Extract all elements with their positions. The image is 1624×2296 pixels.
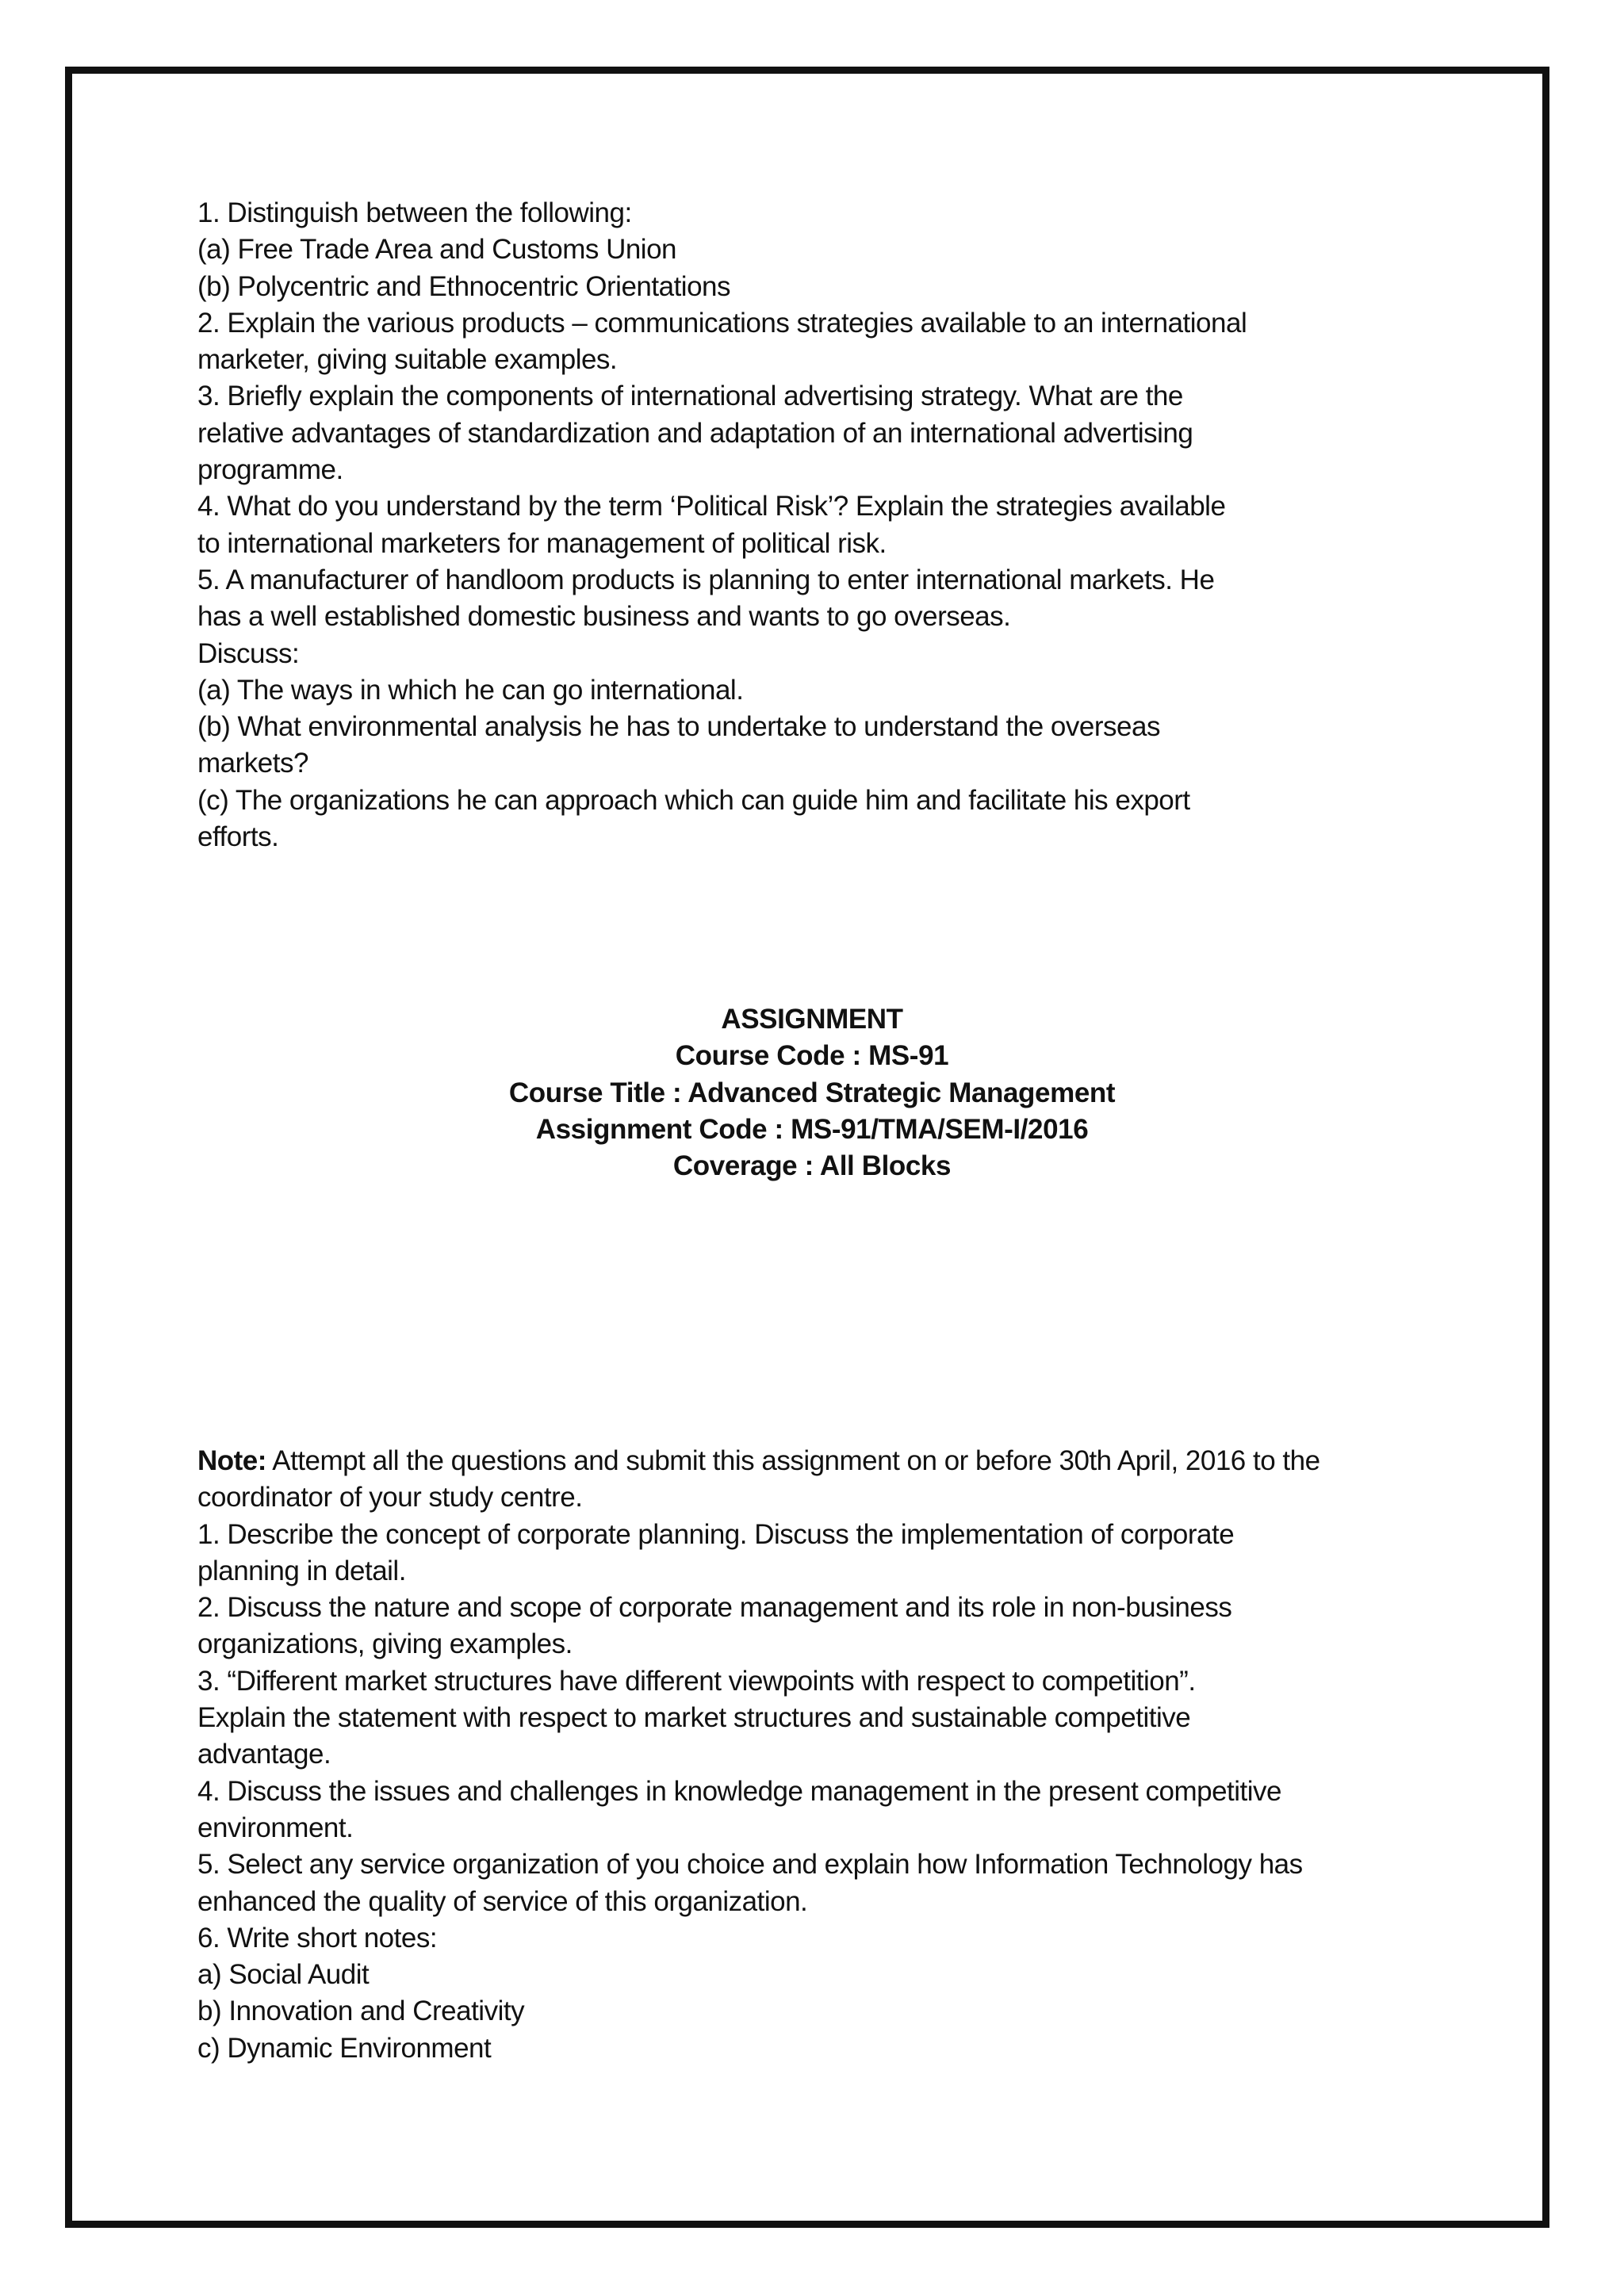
question-line: enhanced the quality of service of this organization. (197, 1885, 808, 1917)
question-line: (c) The organizations he can approach which can guide him and facilitate his export (197, 784, 1190, 816)
question-line: Discuss: (197, 637, 300, 669)
question-line: a) Social Audit (197, 1959, 370, 1991)
question-line: c) Dynamic Environment (197, 2032, 492, 2064)
question-line: efforts. (197, 821, 279, 853)
question-line: 6. Write short notes: (197, 1922, 438, 1954)
question-line: (b) What environmental analysis he has to undertake to understand the overseas (197, 711, 1160, 743)
question-line: 5. Select any service organization of you choice and explain how Information Technology has (197, 1849, 1303, 1881)
course-code: Course Code : MS-91 (675, 1040, 949, 1072)
question-line: b) Innovation and Creativity (197, 1996, 525, 2027)
question-line: (b) Polycentric and Ethnocentric Orientations (197, 270, 730, 302)
question-line: 1. Describe the concept of corporate planning. Discuss the implementation of corporate (197, 1518, 1235, 1550)
question-line: 1. Distinguish between the following: (197, 197, 632, 228)
coverage: Coverage : All Blocks (672, 1150, 952, 1182)
note-line (197, 1443, 1320, 1479)
question-line: 2. Discuss the nature and scope of corporate management and its role in non-business (197, 1592, 1232, 1624)
question-line: Explain the statement with respect to market structures and sustainable competitive (197, 1702, 1191, 1734)
question-line: 5. A manufacturer of handloom products is planning to enter international markets. He (197, 564, 1215, 595)
question-line: (a) Free Trade Area and Customs Union (197, 234, 677, 266)
question-line: to international marketers for management of political risk. (197, 527, 887, 559)
assignment-title: ASSIGNMENT (721, 1004, 903, 1035)
question-line: 4. What do you understand by the term ‘Political Risk’? Explain the strategies available (197, 491, 1226, 522)
question-line: environment. (197, 1812, 354, 1843)
question-line: has a well established domestic business and wants to go overseas. (197, 601, 1011, 633)
note-line: coordinator of your study centre. (197, 1482, 583, 1513)
question-line: advantage. (197, 1739, 331, 1770)
assignment-header (0, 1001, 1624, 1184)
question-line: marketer, giving suitable examples. (197, 344, 618, 376)
question-line: 3. “Different market structures have different viewpoints with respect to competition”. (197, 1665, 1196, 1697)
strategic-management-questions (197, 1443, 1320, 2067)
note-text: Attempt all the questions and submit this assignment on or before 30th April, 2016 to the (266, 1445, 1320, 1476)
question-line: 4. Discuss the issues and challenges in knowledge management in the present competitive (197, 1775, 1282, 1807)
question-line: relative advantages of standardization and adaptation of an international advertising (197, 417, 1193, 449)
question-line: organizations, giving examples. (197, 1628, 573, 1660)
question-line: 2. Explain the various products – communications strategies available to an international (197, 307, 1247, 339)
question-line: 3. Briefly explain the components of international advertising strategy. What are the (197, 381, 1183, 412)
assignment-code: Assignment Code : MS-91/TMA/SEM-I/2016 (535, 1113, 1089, 1145)
course-title: Course Title : Advanced Strategic Management (508, 1077, 1116, 1108)
note-label: Note: (197, 1445, 266, 1476)
question-line: markets? (197, 748, 308, 779)
international-marketing-questions (197, 195, 1247, 855)
question-line: programme. (197, 454, 343, 486)
question-line: planning in detail. (197, 1555, 406, 1586)
question-line: (a) The ways in which he can go international. (197, 674, 744, 706)
